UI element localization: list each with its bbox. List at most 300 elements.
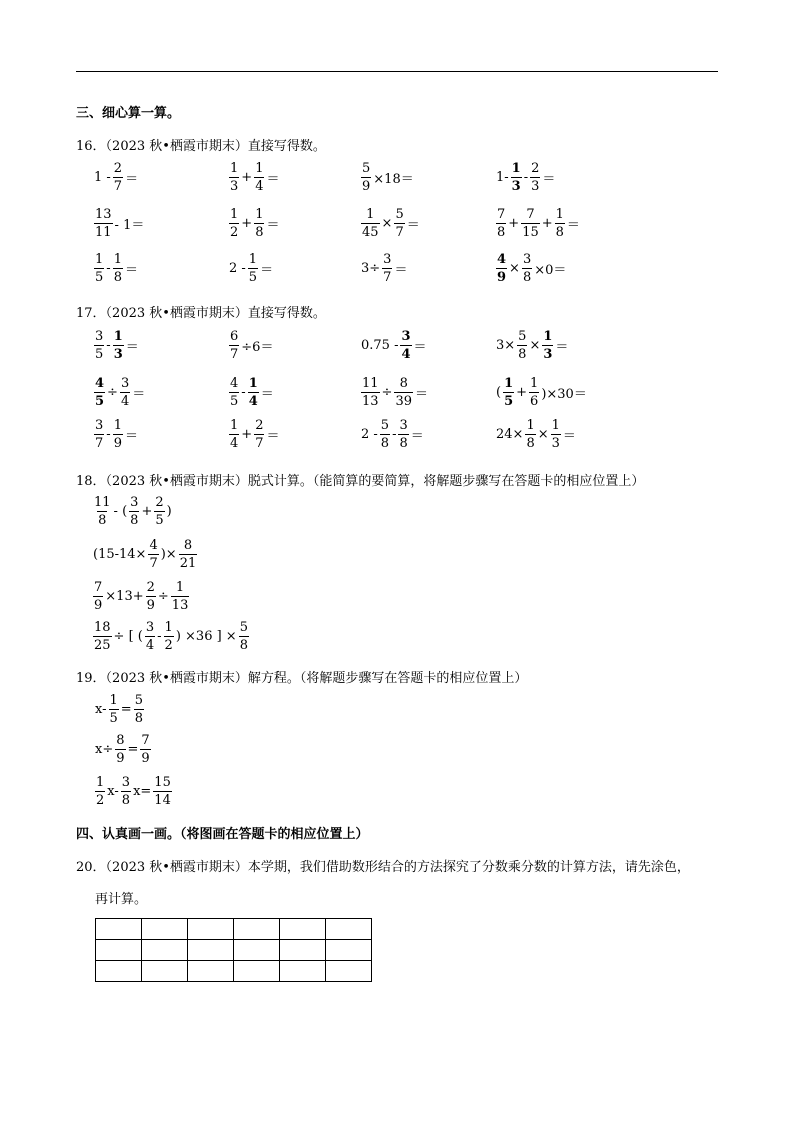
expr-text: + (241, 216, 253, 231)
q16-problem (93, 162, 139, 193)
expr-text: ＝ (125, 340, 139, 355)
numerator: 1 (164, 620, 173, 635)
fraction (254, 419, 264, 450)
fraction (503, 377, 514, 408)
section-3-title: 三、细心算一算。 (76, 106, 181, 121)
expr-text: ＝ (566, 218, 580, 233)
q16-problem (495, 253, 567, 284)
q17-problem (228, 377, 275, 408)
expr-text: ＝ (562, 429, 576, 444)
expr-text: + (508, 216, 520, 231)
numerator: 5 (518, 329, 527, 344)
grid-cell[interactable] (96, 919, 142, 940)
q17-problem (495, 330, 569, 361)
expr-text: ÷6＝ (241, 340, 274, 355)
expr-text: 24× (496, 427, 524, 442)
denominator: 5 (109, 711, 118, 726)
question-20-header-continued: 再计算。 (95, 892, 148, 907)
denominator: 5 (95, 347, 104, 362)
denominator: 7 (95, 436, 104, 451)
denominator: 3 (113, 347, 123, 362)
numerator: 3 (383, 252, 392, 267)
numerator: 8 (183, 538, 193, 553)
fraction (361, 162, 371, 193)
question-18-header: 18．（2023 秋•栖霞市期末）脱式计算。（能简算的要简算，将解题步骤写在答题卡的相应位置上） (76, 474, 645, 489)
numerator: 1 (248, 376, 258, 391)
numerator: 1 (113, 418, 122, 433)
expr-text: ＝ (132, 387, 146, 402)
expr-text: × (381, 216, 393, 231)
fraction (400, 330, 411, 361)
denominator: 14 (154, 793, 171, 808)
grid-cell[interactable] (326, 961, 372, 982)
fraction (94, 330, 104, 361)
question-19-header: 19．（2023 秋•栖霞市期末）解方程。（将解题步骤写在答题卡的相应位置上） (76, 671, 528, 686)
expr-text: ÷ (107, 385, 118, 400)
q17-problem (93, 419, 139, 450)
denominator: 8 (522, 270, 532, 285)
q16-problem (360, 162, 415, 193)
expr-text: ＝ (124, 263, 138, 278)
fraction (551, 419, 561, 450)
q19-equation (94, 776, 173, 807)
denominator: 8 (134, 711, 143, 726)
numerator: 1 (530, 376, 539, 391)
denominator: 5 (504, 394, 514, 409)
fraction (511, 162, 522, 193)
fraction (164, 621, 174, 652)
fraction (394, 208, 404, 239)
expr-text: + (541, 216, 553, 231)
expr-text: = (127, 742, 139, 757)
fraction (398, 419, 408, 450)
denominator: 7 (383, 270, 392, 285)
fraction (361, 208, 380, 239)
expr-text: x- (95, 702, 107, 717)
numerator: 11 (94, 495, 111, 510)
expr-text: ＝ (266, 429, 280, 444)
numerator: 11 (362, 376, 379, 391)
fraction (179, 539, 198, 570)
denominator: 8 (121, 793, 131, 808)
numerator: 7 (94, 580, 103, 595)
expr-text: 2 - (229, 261, 246, 276)
q17-problem (360, 330, 428, 361)
grid-cell[interactable] (142, 919, 188, 940)
numerator: 7 (141, 733, 150, 748)
expr-text: )× (160, 547, 177, 562)
grid-cell[interactable] (234, 919, 280, 940)
denominator: 2 (96, 793, 105, 808)
denominator: 3 (551, 436, 560, 451)
grid-cell[interactable] (280, 940, 326, 961)
fraction (530, 162, 540, 193)
denominator: 39 (395, 394, 412, 409)
numerator: 3 (121, 775, 131, 790)
denominator: 2 (164, 638, 173, 653)
expr-text: ( (496, 385, 502, 400)
fraction (254, 208, 264, 239)
numerator: 2 (155, 495, 164, 510)
expr-text: ＝ (260, 263, 274, 278)
grid-cell[interactable] (326, 940, 372, 961)
numerator: 13 (95, 207, 112, 222)
numerator: 3 (120, 376, 130, 391)
grid-cell[interactable] (142, 961, 188, 982)
expr-text: ×0＝ (534, 263, 567, 278)
expr-text: ×18＝ (373, 172, 414, 187)
q16-problem (360, 253, 408, 284)
numerator: 2 (146, 580, 155, 595)
fraction (239, 621, 249, 652)
grid-cell[interactable] (188, 940, 234, 961)
denominator: 15 (522, 225, 539, 240)
grid-cell[interactable] (188, 919, 234, 940)
fraction (496, 253, 507, 284)
denominator: 8 (399, 436, 408, 451)
fraction (120, 377, 130, 408)
q16-problem (228, 162, 280, 193)
denominator: 7 (149, 556, 158, 571)
expr-text: ÷ [ ( (113, 629, 143, 644)
numerator: 1 (366, 207, 375, 222)
denominator: 4 (255, 179, 264, 194)
denominator: 8 (255, 225, 264, 240)
q17-problem (228, 330, 274, 361)
expr-text: ＝ (394, 263, 408, 278)
denominator: 7 (113, 179, 123, 194)
denominator: 8 (113, 270, 122, 285)
numerator: 3 (145, 620, 155, 635)
q18-expression (92, 621, 250, 652)
expr-text: ) ×36 ] × (175, 629, 237, 644)
denominator: 2 (230, 225, 239, 240)
grid-row (96, 940, 372, 961)
q16-problem (495, 162, 556, 193)
fraction (94, 377, 105, 408)
denominator: 6 (530, 394, 539, 409)
denominator: 21 (179, 556, 197, 571)
denominator: 4 (120, 394, 130, 409)
expr-text: ＝ (406, 218, 420, 233)
grid-cell[interactable] (234, 961, 280, 982)
numerator: 1 (175, 580, 185, 595)
q18-expression (92, 581, 190, 612)
q17-problem (93, 377, 146, 408)
denominator: 7 (230, 347, 239, 362)
fraction (146, 581, 156, 612)
numerator: 1 (230, 418, 239, 433)
q19-equation (94, 694, 145, 725)
shading-grid[interactable] (95, 918, 372, 982)
q16-problem (360, 208, 421, 239)
fraction (248, 253, 258, 284)
expr-text: ×13+ (105, 589, 144, 604)
denominator: 8 (239, 638, 248, 653)
expr-text: ＝ (124, 429, 138, 444)
fraction (93, 581, 103, 612)
expr-text: = (120, 702, 132, 717)
denominator: 3 (543, 347, 553, 362)
expr-text: x÷ (95, 742, 114, 757)
expr-text: - 1＝ (114, 218, 145, 233)
fraction (229, 162, 239, 193)
fraction (555, 208, 565, 239)
q17-problem (495, 419, 577, 450)
expr-text: + (241, 170, 253, 185)
numerator: 3 (95, 329, 104, 344)
expr-text: ＝ (266, 218, 280, 233)
numerator: 7 (526, 207, 535, 222)
numerator: 18 (94, 620, 111, 635)
numerator: 1 (511, 161, 521, 176)
numerator: 5 (362, 161, 371, 176)
denominator: 9 (362, 179, 371, 194)
expr-text: ＝ (260, 387, 274, 402)
denominator: 11 (95, 225, 112, 240)
numerator: 1 (96, 775, 105, 790)
denominator: 9 (113, 436, 122, 451)
denominator: 4 (401, 347, 411, 362)
fraction (95, 776, 105, 807)
numerator: 5 (239, 620, 248, 635)
fraction (361, 377, 380, 408)
grid-cell[interactable] (188, 961, 234, 982)
q17-problem (93, 330, 140, 361)
expr-text: + (241, 427, 253, 442)
q19-equation (94, 734, 152, 765)
fraction (248, 377, 259, 408)
q17-problem (228, 419, 280, 450)
numerator: 5 (134, 693, 143, 708)
expr-text: 3÷ (361, 261, 381, 276)
numerator: 1 (113, 252, 122, 267)
numerator: 8 (399, 376, 408, 391)
q16-problem (228, 208, 280, 239)
q16-problem (93, 253, 139, 284)
numerator: 4 (95, 376, 105, 391)
denominator: 9 (146, 598, 155, 613)
q18-expression (92, 539, 198, 570)
grid-cell[interactable] (326, 919, 372, 940)
fraction (380, 419, 390, 450)
expr-text: ＝ (410, 429, 424, 444)
denominator: 8 (497, 225, 506, 240)
expr-text: + (516, 385, 528, 400)
numerator: 2 (531, 161, 540, 176)
expr-text: 1 - (94, 170, 111, 185)
denominator: 3 (531, 179, 540, 194)
numerator: 1 (526, 418, 535, 433)
numerator: 1 (248, 252, 258, 267)
numerator: 1 (113, 329, 123, 344)
denominator: 3 (230, 179, 239, 194)
expr-text: ) (166, 504, 172, 519)
fraction (121, 776, 131, 807)
fraction (529, 377, 539, 408)
numerator: 3 (399, 418, 408, 433)
expr-text: ＝ (125, 172, 139, 187)
grid-cell[interactable] (96, 940, 142, 961)
denominator: 5 (230, 394, 239, 409)
fraction (229, 330, 239, 361)
numerator: 1 (504, 376, 514, 391)
expr-text: ＝ (542, 172, 556, 187)
denominator: 13 (362, 394, 379, 409)
expr-text: )×30＝ (541, 387, 587, 402)
grid-cell[interactable] (96, 961, 142, 982)
grid-row (96, 961, 372, 982)
expr-text: 2 - (361, 427, 378, 442)
grid-cell[interactable] (280, 961, 326, 982)
expr-text: 3× (496, 338, 516, 353)
q16-problem (93, 208, 145, 239)
fraction (113, 330, 124, 361)
denominator: 4 (145, 638, 155, 653)
fraction (113, 253, 123, 284)
fraction (115, 734, 125, 765)
numerator: 1 (255, 161, 264, 176)
fraction (525, 419, 535, 450)
expr-text: ＝ (415, 387, 429, 402)
denominator: 8 (98, 513, 107, 528)
question-20-header: 20．（2023 秋•栖霞市期末）本学期，我们借助数形结合的方法探究了分数乘分数的计算方法，请先涂色， (76, 860, 690, 875)
denominator: 7 (255, 436, 264, 451)
fraction (145, 621, 155, 652)
fraction (394, 377, 413, 408)
q18-expression (92, 496, 173, 527)
expr-text: - (106, 338, 111, 353)
expr-text: - (106, 261, 111, 276)
fraction (113, 162, 123, 193)
denominator: 7 (395, 225, 404, 240)
expr-text: x- (107, 784, 119, 799)
numerator: 2 (255, 418, 264, 433)
denominator: 5 (248, 270, 258, 285)
fraction (148, 539, 158, 570)
fraction (542, 330, 553, 361)
numerator: 1 (551, 418, 560, 433)
fraction (229, 208, 239, 239)
numerator: 3 (130, 495, 139, 510)
expr-text: ＝ (266, 172, 280, 187)
grid-cell[interactable] (280, 919, 326, 940)
expr-text: × (537, 427, 549, 442)
numerator: 4 (497, 252, 507, 267)
expr-text: - ( (113, 504, 128, 519)
fraction (229, 419, 239, 450)
expr-text: 0.75 - (361, 338, 399, 353)
denominator: 9 (94, 598, 103, 613)
fraction (129, 496, 139, 527)
denominator: 4 (248, 394, 258, 409)
q17-problem (360, 377, 429, 408)
question-17-header: 17．（2023 秋•栖霞市期末）直接写得数。 (76, 306, 326, 321)
fraction (382, 253, 392, 284)
section-4-title: 四、认真画一画。（将图画在答题卡的相应位置上） (76, 827, 369, 842)
fraction (154, 496, 164, 527)
numerator: 5 (395, 207, 404, 222)
expr-text: 1- (496, 170, 509, 185)
header-rule (76, 71, 718, 72)
expr-text: ＝ (413, 340, 427, 355)
expr-text: × (529, 338, 541, 353)
expr-text: ÷ (157, 589, 169, 604)
expr-text: (15-14× (93, 547, 147, 562)
denominator: 8 (555, 225, 564, 240)
fraction (153, 776, 172, 807)
fraction (93, 496, 112, 527)
denominator: 9 (497, 270, 507, 285)
q16-problem (228, 253, 274, 284)
numerator: 2 (113, 161, 123, 176)
fraction (94, 419, 104, 450)
fraction (140, 734, 150, 765)
grid-cell[interactable] (234, 940, 280, 961)
fraction (94, 208, 113, 239)
fraction (93, 621, 112, 652)
denominator: 8 (130, 513, 139, 528)
q16-problem (495, 208, 581, 239)
denominator: 3 (511, 179, 521, 194)
denominator: 8 (380, 436, 390, 451)
expr-text: - (523, 170, 529, 185)
numerator: 15 (154, 775, 171, 790)
question-16-header: 16．（2023 秋•栖霞市期末）直接写得数。 (76, 139, 326, 154)
fraction (254, 162, 264, 193)
grid-row (96, 919, 372, 940)
numerator: 8 (116, 733, 125, 748)
fraction (229, 377, 239, 408)
numerator: 1 (555, 207, 564, 222)
denominator: 5 (95, 270, 104, 285)
numerator: 5 (380, 418, 390, 433)
denominator: 5 (155, 513, 164, 528)
numerator: 1 (95, 252, 104, 267)
fraction (113, 419, 123, 450)
denominator: 8 (518, 347, 527, 362)
fraction (522, 253, 532, 284)
numerator: 7 (497, 207, 506, 222)
expr-text: + (141, 504, 153, 519)
numerator: 6 (230, 329, 239, 344)
expr-text: × (509, 261, 520, 276)
denominator: 4 (230, 436, 239, 451)
expr-text: ＝ (555, 340, 569, 355)
denominator: 45 (362, 225, 379, 240)
expr-text: - (157, 629, 162, 644)
expr-text: - (392, 427, 397, 442)
grid-cell[interactable] (142, 940, 188, 961)
numerator: 1 (230, 161, 239, 176)
expr-text: - (106, 427, 111, 442)
fraction (496, 208, 506, 239)
fraction (521, 208, 540, 239)
fraction (171, 581, 190, 612)
numerator: 4 (149, 538, 158, 553)
numerator: 4 (230, 376, 239, 391)
denominator: 5 (95, 394, 105, 409)
fraction (134, 694, 144, 725)
expr-text: ÷ (381, 385, 393, 400)
numerator: 1 (109, 693, 118, 708)
numerator: 1 (543, 329, 553, 344)
expr-text: x= (133, 784, 152, 799)
numerator: 1 (230, 207, 239, 222)
denominator: 8 (526, 436, 535, 451)
numerator: 3 (401, 329, 411, 344)
denominator: 9 (116, 751, 125, 766)
